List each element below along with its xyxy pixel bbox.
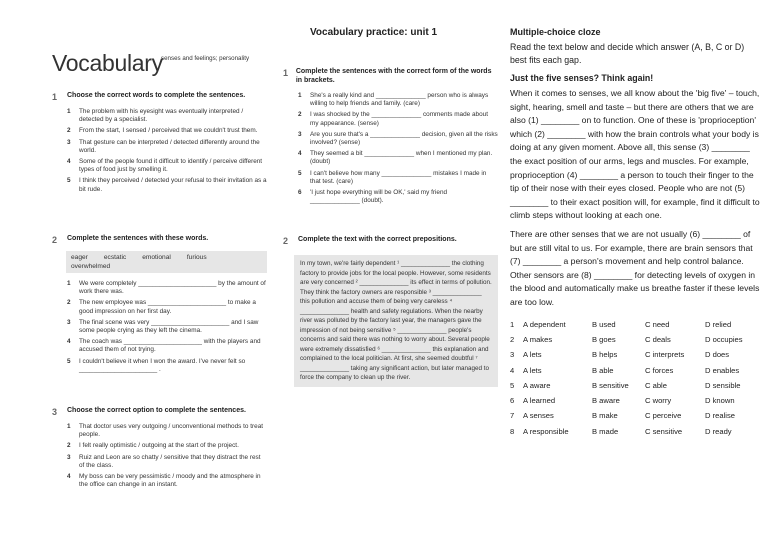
option-d: D known: [705, 396, 735, 406]
option-number: 1: [510, 319, 515, 329]
section-2-heading: Complete the sentences with these words.: [67, 235, 209, 242]
option-c: C worry: [645, 396, 672, 406]
cloze-instruction: Read the text below and decide which answer (A, B, C or D) best fits each gap.: [510, 42, 745, 65]
list-item: [298, 170, 498, 186]
section-3-number: 3: [52, 407, 58, 417]
item-number: 1: [67, 423, 71, 430]
option-a: A responsible: [523, 426, 569, 436]
list-item: [298, 131, 498, 147]
middle-section-1-number: 1: [283, 68, 289, 78]
list-item: [298, 92, 498, 108]
item-number: 1: [298, 92, 302, 99]
list-item: [67, 454, 267, 470]
option-row: [510, 332, 760, 347]
option-a: A learned: [523, 396, 556, 406]
list-item: [67, 442, 267, 450]
middle-section-1: [283, 68, 498, 208]
list-item: [67, 423, 267, 439]
item-number: 3: [67, 318, 71, 326]
middle-section-2-heading: Complete the text with the correct prepositions.: [298, 236, 457, 243]
option-b: B used: [592, 319, 616, 329]
item-number: 1: [67, 280, 71, 287]
list-item: [67, 358, 267, 374]
vocabulary-title: Vocabulary: [52, 50, 163, 76]
option-number: 7: [510, 411, 515, 421]
middle-section-1-list: [298, 92, 498, 205]
option-number: 5: [510, 380, 515, 390]
option-row: [510, 408, 760, 423]
section-2-list: [67, 280, 267, 374]
list-item: [67, 280, 267, 296]
section-3-list: [67, 423, 267, 489]
list-item: [67, 127, 267, 135]
option-c: C forces: [645, 365, 674, 375]
preposition-text-box: [294, 255, 498, 387]
item-text: That doctor uses very outgoing / unconventional methods to treat people.: [79, 423, 264, 439]
item-number: 6: [298, 189, 302, 197]
option-number: 6: [510, 396, 515, 406]
option-d: D occupies: [705, 334, 743, 344]
option-b: B made: [592, 426, 619, 436]
option-row: [510, 378, 760, 393]
list-item: [298, 189, 498, 205]
section-1: [52, 92, 267, 197]
option-c: C need: [645, 319, 670, 329]
item-text: The problem with his eyesight was eventually interpreted / detected by a specialist.: [79, 108, 244, 124]
word-option: ecstatic: [103, 254, 127, 261]
option-row: [510, 347, 760, 362]
middle-section-2-number: 2: [283, 236, 289, 246]
list-item: [67, 473, 267, 489]
item-number: 4: [67, 473, 71, 481]
word-option: overwhelmed: [71, 263, 111, 270]
option-row: [510, 362, 760, 377]
list-item: [67, 338, 267, 354]
middle-section-2: [283, 236, 498, 387]
cloze-paragraph-1: When it comes to senses, we all know about the 'big five' – touch, sight, hearing, smell and taste – but there are others that we are also (1) ________ on to function. One of these is 'proprioception' which (2) ________ with how the brain controls what your body is doing at any given moment. Above all, this sense (3) ________ the exact position of our arms, legs and muscles. For example, proprioception (4) ________ a person to touch their finger to the tip of their nose with their eyes closed. People who are not (5) ________ to their exact position will, for example, find it difficult to climb steps without looking at each one.: [510, 88, 760, 221]
option-c: C deals: [645, 334, 671, 344]
item-number: 2: [67, 299, 71, 307]
item-text: The coach was ______________________ with the players and accused them of not trying.: [79, 338, 261, 354]
item-number: 3: [67, 138, 71, 146]
item-text: I was shocked by the ______________ comments made about my appearance. (sense): [310, 111, 488, 127]
option-c: C able: [645, 380, 667, 390]
item-number: 2: [298, 111, 302, 119]
list-item: [67, 139, 267, 155]
section-1-list: [67, 108, 267, 194]
item-number: 4: [298, 150, 302, 158]
item-text: Ruiz and Leon are so chatty / sensitive that they distract the rest of the class.: [79, 453, 261, 469]
option-b: B helps: [592, 350, 618, 360]
list-item: [67, 299, 267, 315]
item-text: They seemed a bit ______________ when I mentioned my plan. (doubt): [310, 150, 493, 166]
item-text: From the start, I sensed / perceived that we couldn't trust them.: [79, 127, 258, 135]
option-b: B sensitive: [592, 380, 629, 390]
option-number: 3: [510, 350, 515, 360]
vocabulary-subtitle: senses and feelings; personality: [161, 55, 250, 62]
option-d: D does: [705, 350, 730, 360]
preposition-text: In my town, we're fairly dependent ¹ ______________ the clothing factory to provide jobs for the local people. However, some residents are very concerned ² ______________ its effect in terms of pollution. They think the factory owners are responsible ³ ______________ this pollution and accuse them of being very careless ⁴ ______________ health and safety regulations. When the nearby river was polluted by the factory last year, the managers gave the impression of not being sensitive ⁵ ______________ people's concerns and said there was nothing to worry about. Several people were extremely dissatisfied ⁶ ______________ this explanation and complained to the local politician. At first, she seemed doubtful ⁷ ______________ taking any significant action, but later managed to force the company to clean up the river.: [300, 260, 492, 381]
option-c: C sensitive: [645, 426, 683, 436]
list-item: [67, 177, 267, 193]
section-1-heading: Choose the correct words to complete the sentences.: [67, 92, 246, 99]
item-text: Some of the people found it difficult to identify / perceive different types of food just by smelling it.: [79, 158, 263, 174]
options-table: [510, 317, 760, 439]
cloze-title: Multiple-choice cloze: [510, 27, 601, 37]
item-text: She's a really kind and ______________ person who is always willing to help friends and family. (care): [310, 92, 489, 108]
option-a: A senses: [523, 411, 554, 421]
cloze-section: [510, 27, 760, 439]
item-number: 1: [67, 108, 71, 115]
item-number: 4: [67, 338, 71, 346]
section-3: [52, 407, 267, 492]
section-2-number: 2: [52, 235, 58, 245]
option-number: 8: [510, 426, 515, 436]
item-text: The final scene was very ______________________ and I saw some people crying as they left the cinema.: [79, 318, 259, 335]
item-number: 2: [67, 442, 71, 450]
item-number: 5: [67, 177, 71, 185]
option-row: [510, 317, 760, 332]
cloze-subtitle: Just the five senses? Think again!: [510, 73, 654, 83]
cloze-paragraph-2: There are other senses that we are not usually (6) ________ of but are still vital to us. For example, there are brain sensors that (7) ________ a person's movement and help control balance. Other sensors are (8) ________ for detecting levels of oxygen in the blood and automatically make us breathe faster if these levels are too low.: [510, 228, 760, 307]
item-text: I think they perceived / detected your refusal to their invitation as a bit rude.: [79, 177, 267, 193]
word-option: eager: [71, 254, 88, 261]
list-item: [67, 319, 267, 335]
option-row: [510, 393, 760, 408]
word-box: [66, 251, 267, 273]
item-text: Are you sure that's a ______________ decision, given all the risks involved? (sense): [310, 130, 498, 147]
item-text: My boss can be very pessimistic / moody and the atmosphere in the office can change in an instant.: [79, 473, 261, 489]
item-text: That gesture can be interpreted / detected differently around the world.: [79, 138, 260, 154]
option-d: D ready: [705, 426, 732, 436]
option-b: B able: [592, 365, 614, 375]
option-a: A makes: [523, 334, 553, 344]
word-option: emotional: [142, 254, 171, 261]
item-number: 3: [67, 453, 71, 461]
option-a: A aware: [523, 380, 551, 390]
item-number: 5: [67, 357, 71, 365]
option-c: C interprets: [645, 350, 685, 360]
option-number: 4: [510, 365, 515, 375]
item-number: 3: [298, 130, 302, 138]
middle-section-1-heading: Complete the sentences with the correct form of the words in brackets.: [295, 68, 492, 84]
option-d: D relied: [705, 319, 732, 329]
list-item: [67, 108, 267, 124]
item-text: I can't believe how many ______________ mistakes I made in that test. (care): [310, 169, 487, 185]
option-b: B goes: [592, 334, 616, 344]
item-text: 'I just hope everything will be OK,' said my friend ______________ (doubt).: [310, 189, 448, 205]
section-1-number: 1: [52, 92, 58, 102]
option-d: D enables: [705, 365, 740, 375]
option-number: 2: [510, 334, 515, 344]
option-a: A lets: [523, 365, 542, 375]
item-number: 5: [298, 169, 302, 177]
item-number: 2: [67, 127, 71, 135]
page-title: Vocabulary practice: unit 1: [310, 27, 438, 38]
item-text: I felt really optimistic / outgoing at the start of the project.: [79, 442, 239, 450]
list-item: [298, 111, 498, 127]
option-d: D realise: [705, 411, 735, 421]
word-option: furious: [186, 254, 207, 261]
option-c: C perceive: [645, 411, 682, 421]
item-text: We were completely ______________________ by the amount of work there was.: [79, 280, 266, 296]
section-2: [52, 235, 267, 377]
item-text: The new employee was ______________________ to make a good impression on her first day.: [79, 299, 256, 315]
list-item: [298, 150, 498, 166]
option-a: A dependent: [523, 319, 566, 329]
section-3-heading: Choose the correct option to complete the sentences.: [67, 407, 246, 414]
item-number: 4: [67, 158, 71, 166]
option-a: A lets: [523, 350, 542, 360]
option-row: [510, 424, 760, 439]
option-b: B aware: [592, 396, 620, 406]
option-b: B make: [592, 411, 618, 421]
option-d: D sensible: [705, 380, 741, 390]
list-item: [67, 158, 267, 174]
item-text: I couldn't believe it when I won the award. I've never felt so ______________________ .: [79, 357, 246, 373]
